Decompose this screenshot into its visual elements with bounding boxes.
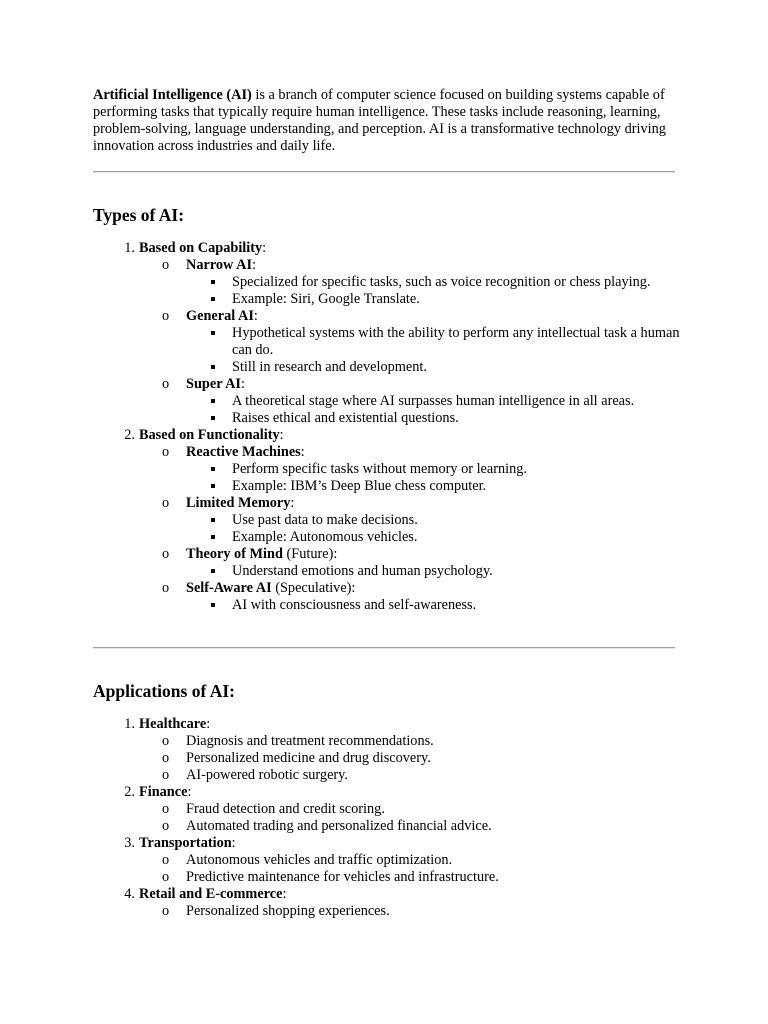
list-item: A theoretical stage where AI surpasses human intelligence in all areas. [232, 393, 683, 410]
square-bullet-icon [211, 535, 215, 539]
list-number: 1. [124, 240, 135, 256]
square-bullet-icon [211, 297, 215, 301]
type-item: o Super AI: A theoretical stage where AI surpasses human intelligence in all areas. Raises ethical and existential questions. [186, 376, 683, 427]
square-bullet-icon [211, 416, 215, 420]
group-title: Based on Functionality [139, 427, 280, 443]
types-group: 2. Based on Functionality: o Reactive Machines: Perform specific tasks without memory or learning. Example: IBM’s Deep Blue chess computer. o Limited Memory: Use past data to make decisions. Example: Autonomous vehicles. o Theory of Mind (Future): Understand emotions and human psychology. o Self-Aware AI (Speculative): AI with consciousness and self-awareness. [139, 427, 683, 614]
application-group: 1. Healthcare: o Diagnosis and treatment recommendations. o Personalized medicine and drug discovery. o AI-powered robotic surgery. [139, 716, 683, 784]
circle-bullet-icon: o [162, 444, 170, 460]
type-item: o Self-Aware AI (Speculative): AI with consciousness and self-awareness. [186, 580, 683, 614]
circle-bullet-icon: o [162, 801, 170, 817]
intro-term: Artificial Intelligence (AI) [93, 87, 252, 103]
group-title: Healthcare [139, 716, 207, 732]
types-group: 1. Based on Capability: o Narrow AI: Specialized for specific tasks, such as voice recognition or chess playing. Example: Siri, Google Translate. o General AI: Hypothetical systems with the ability to perform any intellectual task a human can do. Still in research and development. o Super AI: A theoretical stage where AI surpasses human intelligence in all areas. Raises ethical and existential questions. [139, 240, 683, 427]
intro-text: is a branch of computer science focused on building systems capable of performing tasks that typically require human intelligence. These tasks include reasoning, learning, problem-solving, language understanding, and perception. AI is a transformative technology driving innovation across industries and daily life. [93, 87, 666, 154]
application-group: 2. Finance: o Fraud detection and credit scoring. o Automated trading and personalized financial advice. [139, 784, 683, 835]
circle-bullet-icon: o [162, 376, 170, 392]
type-title: Narrow AI [186, 257, 253, 273]
circle-bullet-icon: o [162, 580, 170, 596]
type-item: o General AI: Hypothetical systems with the ability to perform any intellectual task a human can do. Still in research and development. [186, 308, 683, 376]
square-bullet-icon [211, 280, 215, 284]
list-item: Example: Siri, Google Translate. [232, 291, 683, 308]
type-title: Theory of Mind [186, 546, 283, 562]
applications-heading: Applications of AI: [93, 681, 235, 701]
list-item: AI with consciousness and self-awareness. [232, 597, 683, 614]
list-item: o Personalized medicine and drug discovery. [162, 750, 431, 766]
list-item: o Automated trading and personalized financial advice. [162, 818, 492, 834]
list-item: Use past data to make decisions. [232, 512, 683, 529]
square-bullet-icon [211, 484, 215, 488]
types-heading: Types of AI: [93, 205, 185, 225]
circle-bullet-icon: o [162, 733, 170, 749]
circle-bullet-icon: o [162, 308, 170, 324]
square-bullet-icon [211, 467, 215, 471]
list-number: 2. [124, 784, 135, 800]
type-item: o Limited Memory: Use past data to make decisions. Example: Autonomous vehicles. [186, 495, 683, 546]
list-item: o AI-powered robotic surgery. [162, 767, 348, 783]
horizontal-rule [93, 171, 675, 173]
list-item: Understand emotions and human psychology. [232, 563, 683, 580]
list-number: 1. [124, 716, 135, 732]
list-number: 3. [124, 835, 135, 851]
type-title: Self-Aware AI [186, 580, 272, 596]
square-bullet-icon [211, 603, 215, 607]
circle-bullet-icon: o [162, 546, 170, 562]
group-title: Retail and E-commerce [139, 886, 283, 902]
list-item: Hypothetical systems with the ability to perform any intellectual task a human can do. [232, 325, 683, 359]
circle-bullet-icon: o [162, 852, 170, 868]
type-title: General AI [186, 308, 254, 324]
list-item: Perform specific tasks without memory or learning. [232, 461, 683, 478]
type-item: o Narrow AI: Specialized for specific tasks, such as voice recognition or chess playing. Example: Siri, Google Translate. [186, 257, 683, 308]
type-title: Super AI [186, 376, 241, 392]
list-item: o Predictive maintenance for vehicles and infrastructure. [162, 869, 499, 885]
horizontal-rule [93, 647, 675, 649]
applications-list [93, 716, 683, 920]
square-bullet-icon [211, 331, 215, 335]
square-bullet-icon [211, 569, 215, 573]
list-number: 4. [124, 886, 135, 902]
group-title: Transportation [139, 835, 232, 851]
group-title: Based on Capability [139, 240, 263, 256]
list-item: Specialized for specific tasks, such as voice recognition or chess playing. [232, 274, 683, 291]
list-item: Example: Autonomous vehicles. [232, 529, 683, 546]
list-number: 2. [124, 427, 135, 443]
circle-bullet-icon: o [162, 767, 170, 783]
list-item: o Personalized shopping experiences. [162, 903, 390, 919]
circle-bullet-icon: o [162, 869, 170, 885]
intro-paragraph [93, 87, 678, 155]
square-bullet-icon [211, 518, 215, 522]
type-item: o Reactive Machines: Perform specific tasks without memory or learning. Example: IBM’s Deep Blue chess computer. [186, 444, 683, 495]
application-group: 4. Retail and E-commerce: o Personalized shopping experiences. [139, 886, 683, 920]
application-group: 3. Transportation: o Autonomous vehicles and traffic optimization. o Predictive maintenance for vehicles and infrastructure. [139, 835, 683, 886]
list-item: o Fraud detection and credit scoring. [162, 801, 385, 817]
list-item: o Diagnosis and treatment recommendations. [162, 733, 434, 749]
circle-bullet-icon: o [162, 818, 170, 834]
list-item: Raises ethical and existential questions. [232, 410, 683, 427]
circle-bullet-icon: o [162, 257, 170, 273]
circle-bullet-icon: o [162, 903, 170, 919]
type-item: o Theory of Mind (Future): Understand emotions and human psychology. [186, 546, 683, 580]
square-bullet-icon [211, 399, 215, 403]
group-title: Finance [139, 784, 188, 800]
list-item: Still in research and development. [232, 359, 683, 376]
type-title: Reactive Machines [186, 444, 301, 460]
square-bullet-icon [211, 365, 215, 369]
circle-bullet-icon: o [162, 495, 170, 511]
list-item: o Autonomous vehicles and traffic optimization. [162, 852, 453, 868]
types-list [93, 240, 683, 614]
circle-bullet-icon: o [162, 750, 170, 766]
list-item: Example: IBM’s Deep Blue chess computer. [232, 478, 683, 495]
type-title: Limited Memory [186, 495, 291, 511]
